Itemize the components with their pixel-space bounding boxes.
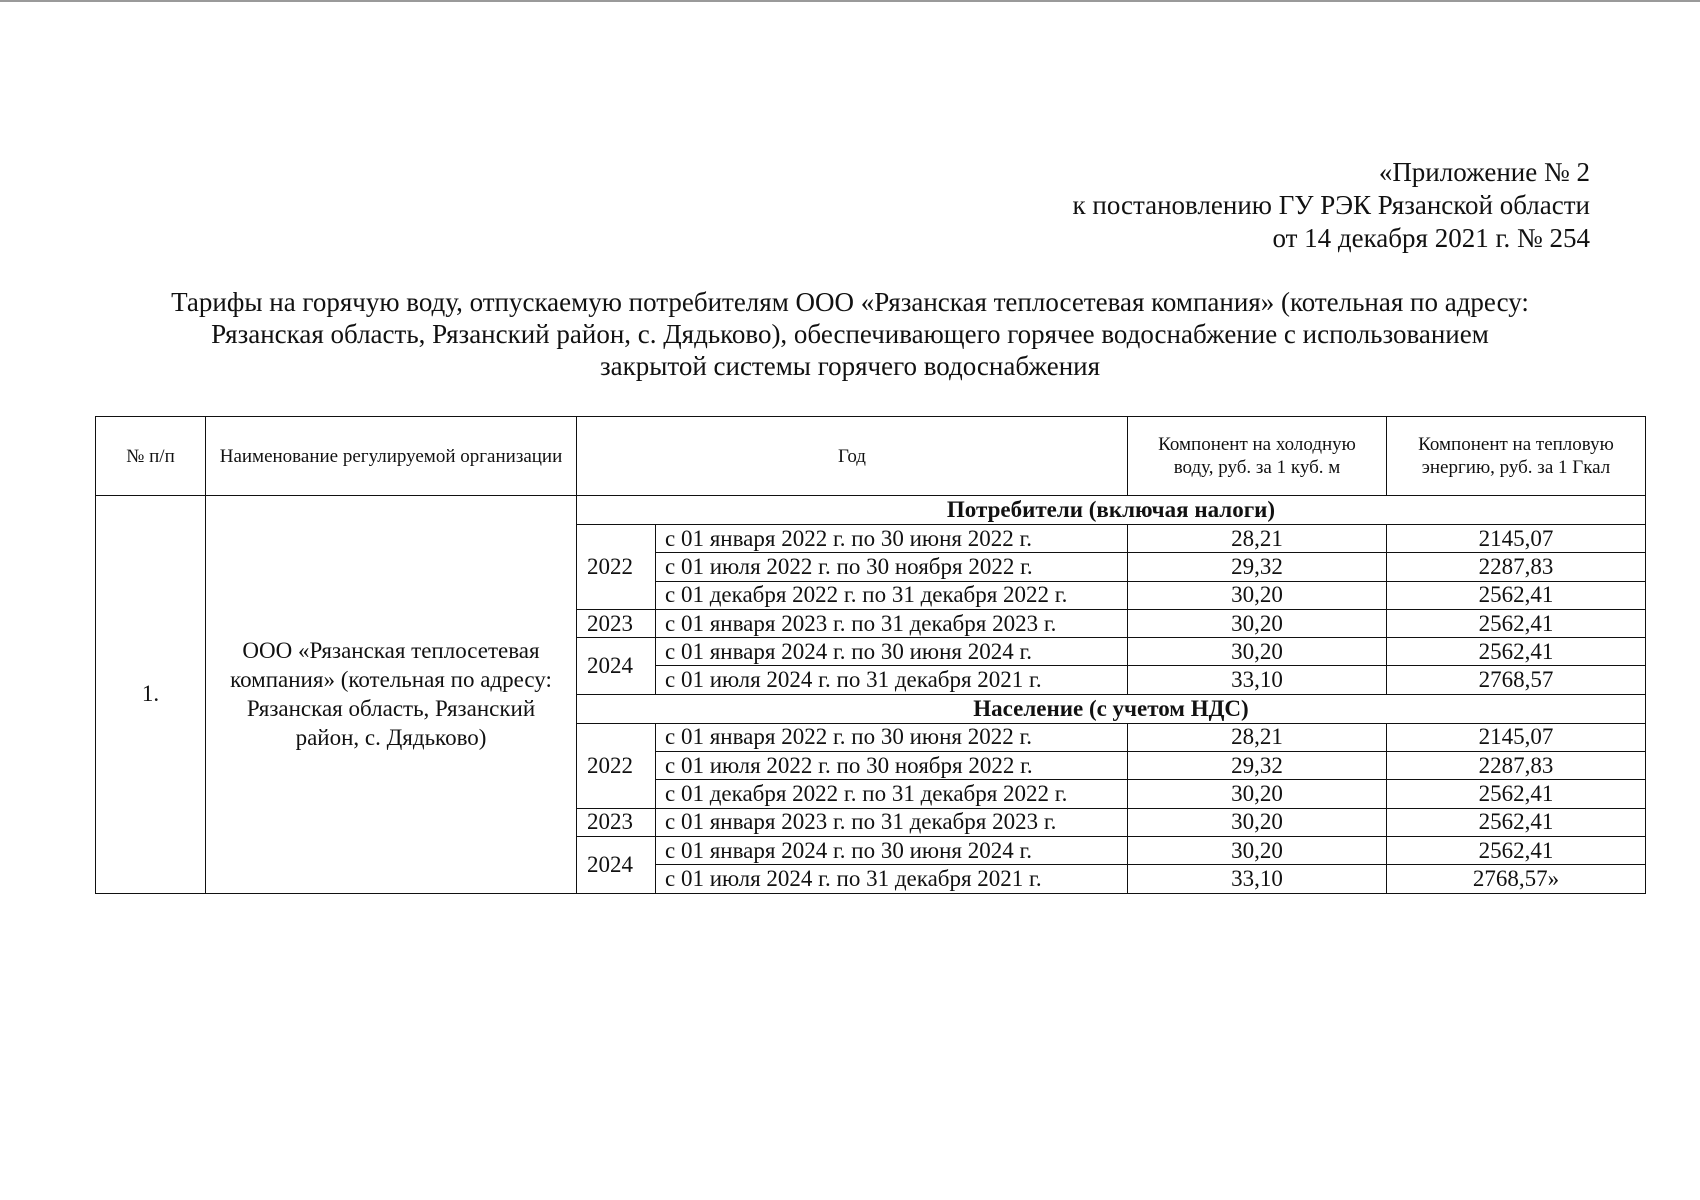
- header-year: Год: [577, 417, 1128, 496]
- cold-water-value: 28,21: [1128, 723, 1387, 751]
- heat-energy-value: 2768,57: [1387, 666, 1646, 694]
- period-cell: с 01 декабря 2022 г. по 31 декабря 2022 г.: [656, 780, 1128, 808]
- heat-energy-value: 2562,41: [1387, 581, 1646, 609]
- cold-water-value: 28,21: [1128, 525, 1387, 553]
- cold-water-value: 30,20: [1128, 609, 1387, 637]
- heat-energy-value: 2768,57»: [1387, 865, 1646, 893]
- year-cell: 2023: [577, 609, 656, 637]
- annex-line-1: «Приложение № 2: [1378, 157, 1590, 187]
- document-title: [95, 286, 1605, 382]
- row-number: 1.: [96, 496, 206, 894]
- year-cell: 2022: [577, 525, 656, 610]
- period-cell: с 01 января 2024 г. по 30 июня 2024 г.: [656, 836, 1128, 864]
- heat-energy-value: 2562,41: [1387, 609, 1646, 637]
- period-cell: с 01 января 2022 г. по 30 июня 2022 г.: [656, 723, 1128, 751]
- period-cell: с 01 января 2023 г. по 31 декабря 2023 г.: [656, 609, 1128, 637]
- title-line-1: Тарифы на горячую воду, отпускаемую потребителям ООО «Рязанская теплосетевая компания» (котельная по адресу:: [171, 287, 1529, 317]
- header-heat-energy: Компонент на тепловую энергию, руб. за 1 Гкал: [1387, 417, 1646, 496]
- year-cell: 2024: [577, 836, 656, 893]
- table-header-row: [96, 417, 1646, 496]
- cold-water-value: 30,20: [1128, 780, 1387, 808]
- title-line-3: закрытой системы горячего водоснабжения: [599, 351, 1101, 381]
- cold-water-value: 30,20: [1128, 836, 1387, 864]
- year-cell: 2024: [577, 638, 656, 695]
- heat-energy-value: 2287,83: [1387, 553, 1646, 581]
- heat-energy-value: 2562,41: [1387, 780, 1646, 808]
- header-num: № п/п: [96, 417, 206, 496]
- cold-water-value: 29,32: [1128, 752, 1387, 780]
- section-title: Потребители (включая налоги): [577, 496, 1646, 525]
- cold-water-value: 30,20: [1128, 638, 1387, 666]
- period-cell: с 01 января 2024 г. по 30 июня 2024 г.: [656, 638, 1128, 666]
- annex-header: [1073, 156, 1590, 255]
- cold-water-value: 33,10: [1128, 666, 1387, 694]
- period-cell: с 01 июля 2022 г. по 30 ноября 2022 г.: [656, 752, 1128, 780]
- heat-energy-value: 2562,41: [1387, 638, 1646, 666]
- header-cold-water: Компонент на холодную воду, руб. за 1 куб. м: [1128, 417, 1387, 496]
- section-title: Население (с учетом НДС): [577, 694, 1646, 723]
- annex-line-2: к постановлению ГУ РЭК Рязанской области: [1072, 190, 1590, 220]
- table-body: [96, 496, 1646, 894]
- cold-water-value: 29,32: [1128, 553, 1387, 581]
- heat-energy-value: 2145,07: [1387, 723, 1646, 751]
- heat-energy-value: 2287,83: [1387, 752, 1646, 780]
- period-cell: с 01 июля 2022 г. по 30 ноября 2022 г.: [656, 553, 1128, 581]
- period-cell: с 01 июля 2024 г. по 31 декабря 2021 г.: [656, 865, 1128, 893]
- heat-energy-value: 2145,07: [1387, 525, 1646, 553]
- cold-water-value: 30,20: [1128, 581, 1387, 609]
- scan-top-edge: [0, 0, 1700, 2]
- year-cell: 2022: [577, 723, 656, 808]
- period-cell: с 01 января 2023 г. по 31 декабря 2023 г.: [656, 808, 1128, 836]
- period-cell: с 01 декабря 2022 г. по 31 декабря 2022 г.: [656, 581, 1128, 609]
- tariffs-table: [95, 416, 1646, 894]
- period-cell: с 01 июля 2024 г. по 31 декабря 2021 г.: [656, 666, 1128, 694]
- section-row: [96, 496, 1646, 525]
- header-org: Наименование регулируемой организации: [206, 417, 577, 496]
- cold-water-value: 33,10: [1128, 865, 1387, 893]
- heat-energy-value: 2562,41: [1387, 836, 1646, 864]
- heat-energy-value: 2562,41: [1387, 808, 1646, 836]
- period-cell: с 01 января 2022 г. по 30 июня 2022 г.: [656, 525, 1128, 553]
- organization-name: ООО «Рязанская теплосетевая компания» (котельная по адресу: Рязанская область, Рязанский район, с. Дядьково): [206, 496, 577, 894]
- cold-water-value: 30,20: [1128, 808, 1387, 836]
- year-cell: 2023: [577, 808, 656, 836]
- annex-line-3: от 14 декабря 2021 г. № 254: [1272, 223, 1590, 253]
- title-line-2: Рязанская область, Рязанский район, с. Дядьково), обеспечивающего горячее водоснабжение с использованием: [211, 319, 1489, 349]
